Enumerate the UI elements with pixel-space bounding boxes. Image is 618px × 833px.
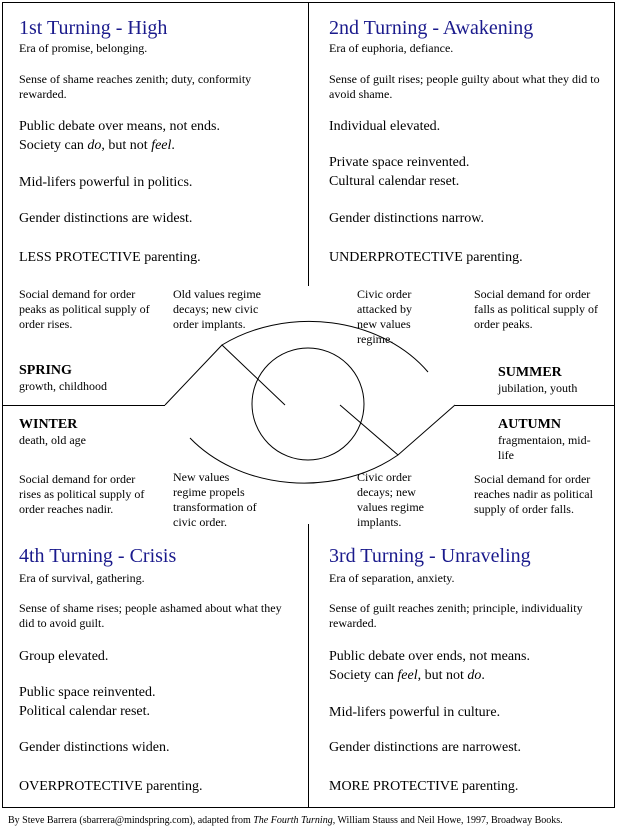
q2-title: 2nd Turning - Awakening — [329, 17, 534, 39]
credit-pre: By Steve Barrera (sbarrera@mindspring.com), adapted from — [8, 815, 254, 826]
q4-line4: OVERPROTECTIVE parenting. — [19, 779, 203, 794]
q2-line4: UNDERPROTECTIVE parenting. — [329, 250, 523, 265]
q1-line4: Gender distinctions are widest. — [19, 211, 193, 226]
q1-debate2-pre: Society can — [19, 138, 88, 153]
q4-line3: Gender distinctions widen. — [19, 740, 170, 755]
q2-line2b: Cultural calendar reset. — [329, 174, 460, 189]
season-spring — [19, 362, 107, 394]
note-demand-spring: Social demand for order peaks as political supply of order rises. — [19, 287, 150, 331]
season-summer — [498, 364, 577, 396]
q3-debate — [329, 647, 530, 685]
q1-era: Era of promise, belonging. — [19, 41, 148, 55]
q3-debate2-em1: feel — [397, 668, 418, 683]
q4-line1: Group elevated. — [19, 649, 109, 664]
q2-line2 — [329, 153, 469, 191]
q1-title: 1st Turning - High — [19, 17, 168, 39]
credit-line — [8, 815, 563, 827]
q3-title: 3rd Turning - Unraveling — [329, 545, 531, 567]
q3-era: Era of separation, anxiety. — [329, 571, 455, 585]
q4-line2a: Public space reinvented. — [19, 685, 156, 700]
q3-line5: MORE PROTECTIVE parenting. — [329, 779, 519, 794]
q3-line4: Gender distinctions are narrowest. — [329, 740, 522, 755]
q2-line2a: Private space reinvented. — [329, 155, 470, 170]
q3-sense: Sense of guilt reaches zenith; principle, individuality rewarded. — [329, 601, 583, 630]
note-demand-autumn: Social demand for order reaches nadir as political supply of order falls. — [474, 472, 593, 516]
q3-debate2-em2: do — [467, 668, 482, 683]
q4-era: Era of survival, gathering. — [19, 571, 145, 585]
q2-line1: Individual elevated. — [329, 119, 441, 134]
q3-debate2-post: . — [481, 668, 485, 683]
q1-sense: Sense of shame reaches zenith; duty, conformity rewarded. — [19, 72, 252, 101]
credit-book-title: The Fourth Turning — [253, 815, 333, 826]
q1-debate2-post: . — [171, 138, 175, 153]
season-autumn-desc: fragmentaion, mid-life — [498, 433, 591, 462]
credit-post: , William Stauss and Neil Howe, 1997, Broadway Books. — [332, 815, 563, 826]
q4-sense: Sense of shame rises; people ashamed about what they did to avoid guilt. — [19, 601, 282, 630]
season-winter-name: WINTER — [19, 417, 78, 432]
season-winter — [19, 416, 86, 448]
q3-debate2-pre: Society can — [329, 668, 398, 683]
arrow-head-left — [165, 345, 285, 405]
q1-debate-line2 — [19, 136, 220, 155]
inner-arc-bottom — [252, 404, 364, 460]
season-winter-desc: death, old age — [19, 433, 86, 447]
q1-line5: LESS PROTECTIVE parenting. — [19, 250, 201, 265]
season-spring-name: SPRING — [19, 363, 72, 378]
q3-line3: Mid-lifers powerful in culture. — [329, 705, 501, 720]
season-autumn-name: AUTUMN — [498, 417, 561, 432]
q1-debate — [19, 117, 220, 155]
q1-line3: Mid-lifers powerful in politics. — [19, 175, 193, 190]
note-civic-autumn: Civic order decays; new values regime implants. — [357, 470, 424, 529]
q2-sense: Sense of guilt rises; people guilty about what they did to avoid shame. — [329, 72, 600, 101]
note-demand-winter: Social demand for order rises as political supply of order reaches nadir. — [19, 472, 145, 516]
q1-debate2-mid: , but not — [101, 138, 152, 153]
inner-arc-top — [252, 348, 364, 404]
q2-line3: Gender distinctions narrow. — [329, 211, 484, 226]
season-spring-desc: growth, childhood — [19, 379, 107, 393]
q2-era: Era of euphoria, defiance. — [329, 41, 454, 55]
note-civic-summer: Civic order attacked by new values regime. — [357, 287, 412, 346]
q4-line2 — [19, 683, 155, 721]
q3-debate-line2 — [329, 666, 530, 685]
season-summer-desc: jubilation, youth — [498, 381, 578, 395]
q3-debate-line1: Public debate over ends, not means. — [329, 649, 531, 664]
q3-debate2-mid: , but not — [417, 668, 468, 683]
q1-debate-line1: Public debate over means, not ends. — [19, 119, 221, 134]
q1-debate2-em2: feel — [151, 138, 172, 153]
q1-debate2-em1: do — [87, 138, 102, 153]
note-demand-summer: Social demand for order falls as political supply of order peaks. — [474, 287, 598, 331]
q4-title: 4th Turning - Crisis — [19, 545, 177, 567]
note-civic-spring: Old values regime decays; new civic order implants. — [173, 287, 261, 331]
season-summer-name: SUMMER — [498, 365, 562, 380]
q4-line2b: Political calendar reset. — [19, 704, 150, 719]
note-civic-winter: New values regime propels transformation of civic order. — [173, 470, 257, 529]
season-autumn — [498, 416, 606, 463]
